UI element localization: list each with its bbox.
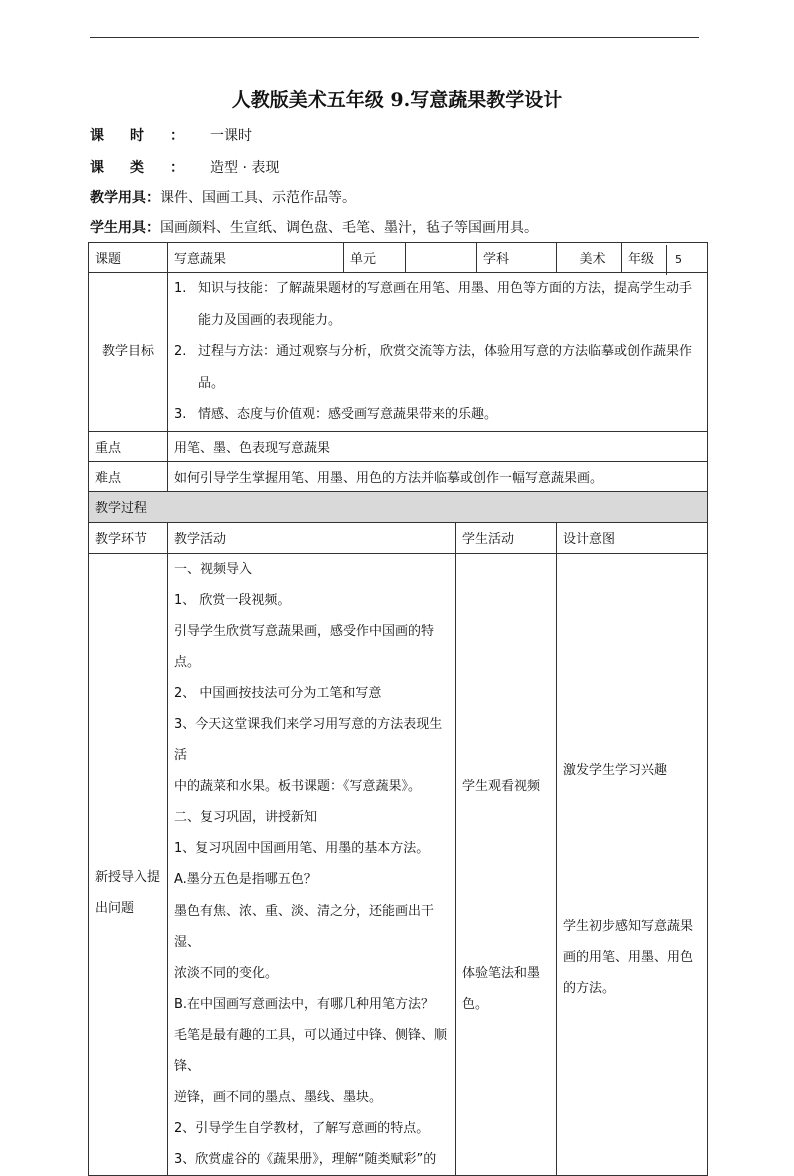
meta-label: 课类： <box>90 160 210 176</box>
key-label: 重点 <box>89 431 168 461</box>
intent-cell <box>557 553 708 1176</box>
goal-item <box>174 399 701 431</box>
table-row-basic-info <box>89 243 708 273</box>
activity-line: 2、引导学生自学教材，了解写意画的特点。 <box>174 1121 430 1137</box>
stage-name: 新授导入提出问题 <box>95 870 161 917</box>
meta-label: 教学用具： <box>90 190 160 206</box>
meta-label: 课时： <box>90 128 210 144</box>
meta-value: 造型 · 表现 <box>210 160 280 176</box>
activity-line: 中的蔬菜和水果。板书课题：《写意蔬果》。 <box>174 779 422 795</box>
activity-line: B.在中国画写意画法中，有哪几种用笔方法？ <box>174 996 435 1012</box>
document-title: 人教版美术五年级 9.写意蔬果教学设计 <box>231 89 563 111</box>
goals-list <box>174 273 701 431</box>
header-rule <box>90 37 699 38</box>
goal-item <box>174 336 701 399</box>
goals-cell <box>168 273 708 432</box>
meta-lesson-hours <box>90 125 252 145</box>
goal-text: 过程与方法：通过观察与分析，欣赏交流等方法，体验用写意的方法临摹或创作蔬果作品。 <box>198 344 693 391</box>
meta-lesson-type <box>90 157 279 177</box>
activity-line: 毛笔是最有趣的工具，可以通过中锋、侧锋、顺锋、 <box>174 1027 448 1074</box>
intent-1: 激发学生学习兴趣 <box>563 763 668 779</box>
stage-cell <box>89 553 168 1176</box>
activity-line: 逆锋，画不同的墨点、墨线、墨块。 <box>174 1090 383 1106</box>
table-row-process-heading <box>89 491 708 522</box>
table-row-key-point <box>89 431 708 461</box>
subject-spacer <box>557 243 574 273</box>
activity-line: A.墨分五色是指哪五色？ <box>174 872 317 888</box>
meta-value: 一课时 <box>210 128 252 144</box>
meta-teaching-tools <box>90 187 356 207</box>
activity-lines <box>174 554 449 1176</box>
goal-text: 知识与技能：了解蔬果题材的写意画在用笔、用墨、用色等方面的方法，提高学生动手能力及国画的表现能力。 <box>198 281 693 328</box>
activity-line: 3、今天这堂课我们来学习用写意的方法表现生活 <box>174 716 443 764</box>
activity-line: 2、 中国画按技法可分为工笔和写意 <box>174 685 382 701</box>
table-row-goals <box>89 273 708 432</box>
goal-number: 2. <box>174 344 187 359</box>
difficulty-label: 难点 <box>89 461 168 491</box>
unit-label: 单元 <box>344 243 406 273</box>
header-stage: 教学环节 <box>89 522 168 553</box>
student-activity-cell <box>456 553 557 1176</box>
activity-line: 墨色有焦、浓、重、淡、清之分，还能画出干湿、 <box>174 903 435 950</box>
meta-value: 国画颜料、生宣纸、调色盘、毛笔、墨汁，毡子等国画用具。 <box>160 220 538 236</box>
difficulty-value: 如何引导学生掌握用笔、用墨、用色的方法并临摹或创作一幅写意蔬果画。 <box>168 461 708 491</box>
header-student: 学生活动 <box>456 522 557 553</box>
unit-value <box>406 243 477 273</box>
subject-value: 美术 <box>574 243 622 273</box>
activity-line: 二、复习巩固，讲授新知 <box>174 810 318 826</box>
key-value: 用笔、墨、色表现写意蔬果 <box>168 431 708 461</box>
header-activity: 教学活动 <box>168 522 456 553</box>
subject-label: 学科 <box>477 243 557 273</box>
student-activity-2: 体验笔法和墨色。 <box>462 965 541 1012</box>
activity-line: 1、复习巩固中国画用笔、用墨的基本方法。 <box>174 841 430 857</box>
meta-label: 学生用具： <box>90 220 160 236</box>
meta-student-tools <box>90 217 538 237</box>
student-activity-1: 学生观看视频 <box>462 778 541 794</box>
activity-line: 浓淡不同的变化。 <box>174 965 279 981</box>
activity-line: 3、欣赏虚谷的《蔬果册》，理解“随类赋彩”的 <box>174 1152 437 1168</box>
intent-2: 学生初步感知写意蔬果画的用笔、用墨、用色的方法。 <box>563 919 694 997</box>
activity-line: 引导学生欣赏写意蔬果画，感受作中国画的特点。 <box>174 623 435 670</box>
table-row-difficulty <box>89 461 708 491</box>
goal-number: 1. <box>174 281 187 296</box>
grade-value: 5 <box>675 253 683 266</box>
process-label: 教学过程 <box>89 491 708 522</box>
topic-value: 写意蔬果 <box>168 243 344 273</box>
topic-label: 课题 <box>89 243 168 273</box>
meta-value: 课件、国画工具、示范作品等。 <box>160 190 356 206</box>
goal-number: 3. <box>174 407 187 422</box>
goal-text: 情感、态度与价值观：感受画写意蔬果带来的乐趣。 <box>198 407 498 422</box>
grade-label: 年级 <box>628 252 655 267</box>
goals-label: 教学目标 <box>89 273 168 432</box>
lesson-plan-table <box>88 242 708 1176</box>
table-row-process-body <box>89 553 708 1176</box>
activity-line: 一、视频导入 <box>174 561 253 577</box>
header-intent: 设计意图 <box>557 522 708 553</box>
activity-line: 1、 欣赏一段视频。 <box>174 592 291 608</box>
table-row-column-headers <box>89 522 708 553</box>
goal-item <box>174 273 701 336</box>
grade-cell <box>622 243 708 273</box>
activity-cell <box>168 553 456 1176</box>
